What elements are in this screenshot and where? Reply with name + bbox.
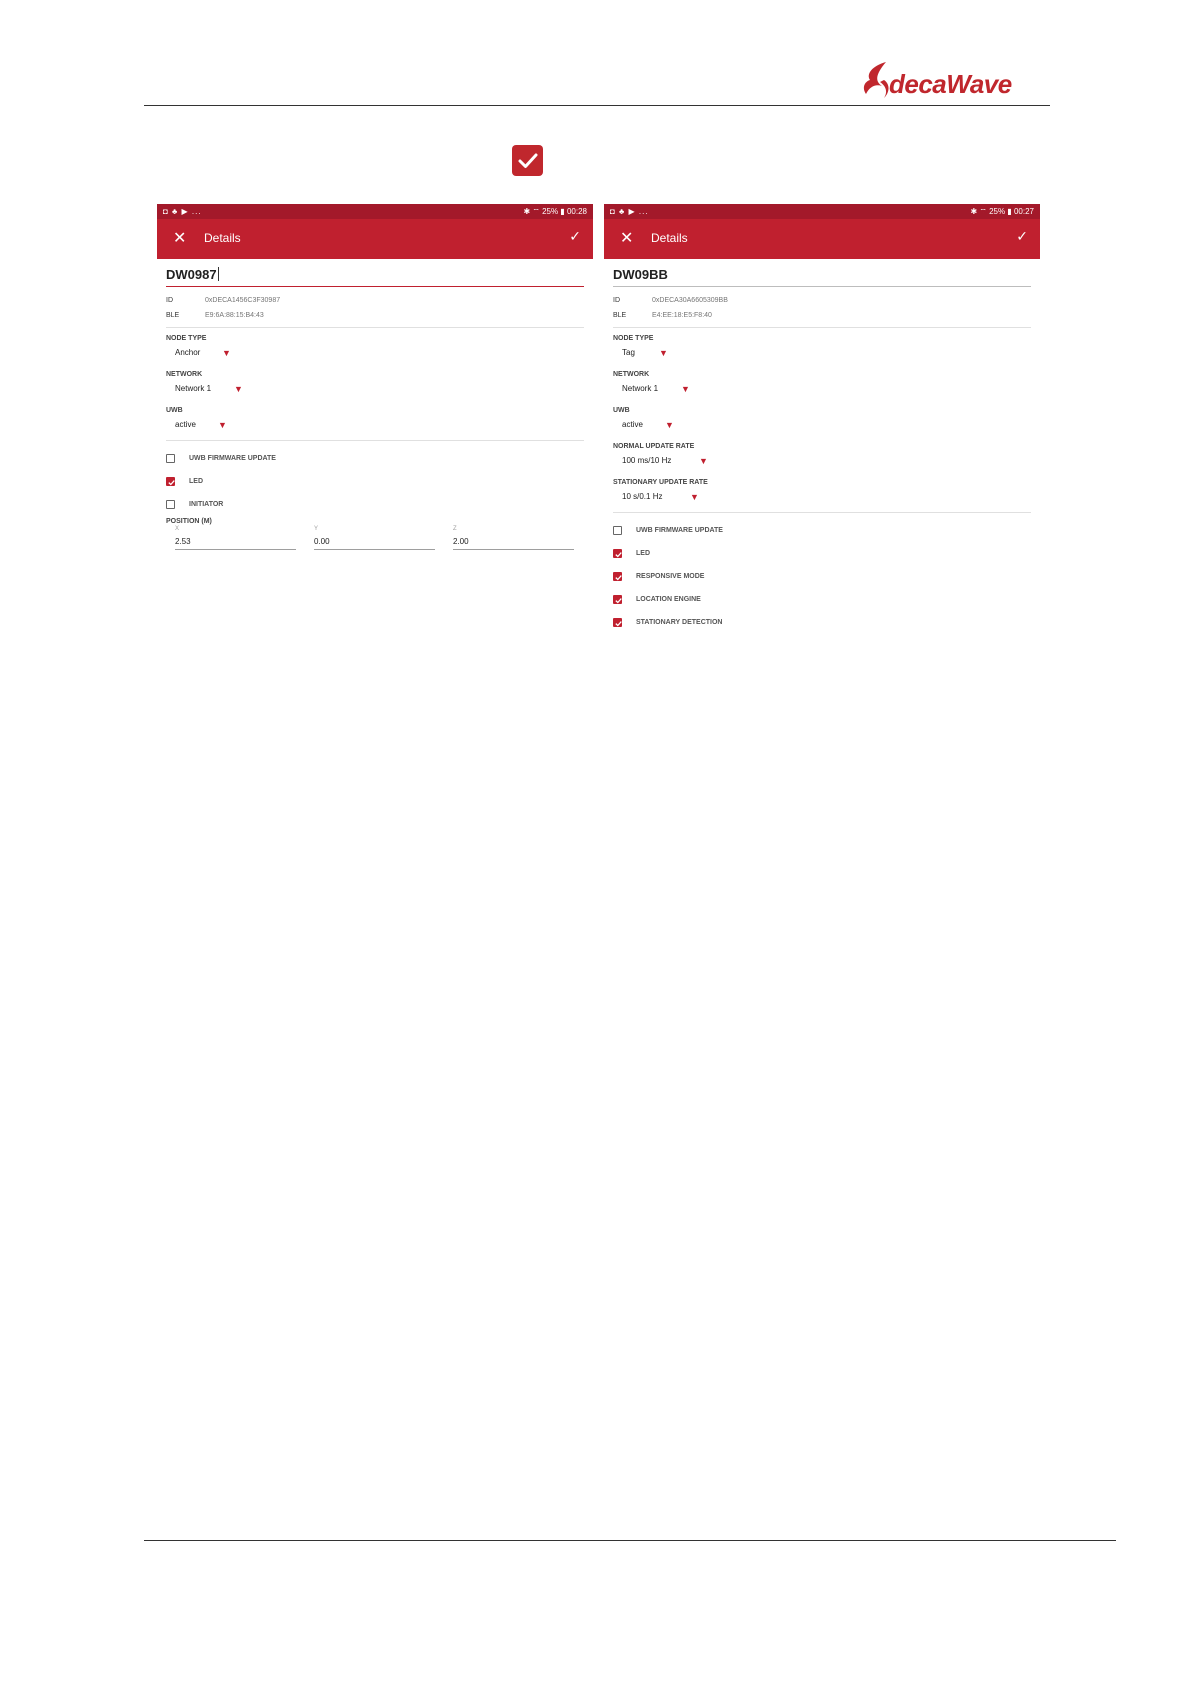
uwb-value: active <box>175 420 196 429</box>
brand-name: decaWave <box>889 69 1012 99</box>
app-toolbar <box>157 219 593 259</box>
stationary-rate-value: 10 s/0.1 Hz <box>622 492 663 501</box>
checkbox-row[interactable] <box>166 470 584 493</box>
dropdown-arrow-icon: ▼ <box>222 348 231 358</box>
stationary-rate-select[interactable] <box>613 488 1031 508</box>
checkbox-label: RESPONSIVE MODE <box>636 573 705 580</box>
tag-details-screen <box>604 204 1040 634</box>
checkbox-row[interactable] <box>613 611 1031 634</box>
node-type-select[interactable] <box>613 344 1031 364</box>
dropdown-arrow-icon: ▼ <box>690 492 699 502</box>
checkbox-row[interactable] <box>166 493 584 516</box>
id-value: 0xDECA1456C3F30987 <box>205 297 281 304</box>
device-name-value: DW0987 <box>166 267 217 282</box>
checkbox-unchecked-icon[interactable] <box>613 526 622 535</box>
network-label: NETWORK <box>166 371 203 378</box>
checkbox-label: LOCATION ENGINE <box>636 596 701 603</box>
dropdown-arrow-icon: ▼ <box>234 384 243 394</box>
checkbox-checked-icon[interactable] <box>613 572 622 581</box>
uwb-value: active <box>622 420 643 429</box>
checkbox-row[interactable] <box>613 519 1031 542</box>
checkbox-label: LED <box>636 550 650 557</box>
toolbar-title: Details <box>651 231 688 245</box>
decawave-swirl-icon <box>862 60 892 100</box>
uwb-label: UWB <box>166 407 183 414</box>
dropdown-arrow-icon: ▼ <box>681 384 690 394</box>
stationary-rate-label: STATIONARY UPDATE RATE <box>613 479 708 486</box>
checkbox-checked-icon[interactable] <box>613 549 622 558</box>
status-bar <box>604 204 1040 219</box>
checkbox-checked-icon[interactable] <box>166 477 175 486</box>
checkbox-label: STATIONARY DETECTION <box>636 619 723 626</box>
system-status: ✱ ⌔ 25% ▮ 00:28 <box>523 207 587 216</box>
checkmark-icon[interactable]: ✓ <box>1016 228 1028 244</box>
app-toolbar <box>604 219 1040 259</box>
checkmark-icon[interactable]: ✓ <box>569 228 581 244</box>
checkbox-row[interactable] <box>613 565 1031 588</box>
checkbox-unchecked-icon[interactable] <box>166 500 175 509</box>
network-label: NETWORK <box>613 371 650 378</box>
footer-divider <box>144 1540 1116 1541</box>
id-row <box>613 293 1031 308</box>
dropdown-arrow-icon: ▼ <box>699 456 708 466</box>
node-type-label: NODE TYPE <box>166 335 207 342</box>
ble-value: E9:6A:88:15:B4:43 <box>205 312 264 319</box>
position-title: POSITION (M) <box>166 518 212 525</box>
normal-rate-select[interactable] <box>613 452 1031 472</box>
uwb-label: UWB <box>613 407 630 414</box>
checkbox-label: LED <box>189 478 203 485</box>
id-row <box>166 293 584 308</box>
normal-rate-label: NORMAL UPDATE RATE <box>613 443 695 450</box>
notification-icons: ◘ ♣ ▶ ... <box>163 207 202 216</box>
y-value: 0.00 <box>314 534 435 550</box>
network-value: Network 1 <box>622 384 659 393</box>
device-name-value: DW09BB <box>613 267 668 282</box>
dropdown-arrow-icon: ▼ <box>218 420 227 430</box>
device-name-input[interactable] <box>613 267 1031 287</box>
checkbox-label: INITIATOR <box>189 501 224 508</box>
x-label: X <box>175 526 180 532</box>
node-type-value: Tag <box>622 348 635 357</box>
checkbox-label: UWB FIRMWARE UPDATE <box>189 455 276 462</box>
id-value: 0xDECA30A6605309BB <box>652 297 728 304</box>
checked-checkbox-icon <box>512 145 543 176</box>
normal-rate-value: 100 ms/10 Hz <box>622 456 672 465</box>
uwb-select[interactable] <box>613 416 1031 436</box>
system-status: ✱ ⌔ 25% ▮ 00:27 <box>970 207 1034 216</box>
z-value: 2.00 <box>453 534 574 550</box>
checkbox-row[interactable] <box>613 542 1031 565</box>
anchor-details-screen <box>157 204 593 550</box>
header-divider <box>144 105 1050 106</box>
ble-row <box>166 308 584 323</box>
position-x-field[interactable] <box>175 526 296 550</box>
position-z-field[interactable] <box>453 526 574 550</box>
text-cursor <box>218 267 219 281</box>
network-select[interactable] <box>613 380 1031 400</box>
dropdown-arrow-icon: ▼ <box>665 420 674 430</box>
z-label: Z <box>453 526 457 532</box>
id-label: ID <box>166 297 173 304</box>
ble-row <box>613 308 1031 323</box>
y-label: Y <box>314 526 319 532</box>
checkbox-checked-icon[interactable] <box>613 595 622 604</box>
checkbox-row[interactable] <box>166 447 584 470</box>
x-value: 2.53 <box>175 534 296 550</box>
network-select[interactable] <box>166 380 584 400</box>
node-type-value: Anchor <box>175 348 201 357</box>
ble-value: E4:EE:18:E5:F8:40 <box>652 312 712 319</box>
device-name-input[interactable] <box>166 267 584 287</box>
id-label: ID <box>613 297 620 304</box>
checkbox-checked-icon[interactable] <box>613 618 622 627</box>
network-value: Network 1 <box>175 384 212 393</box>
close-icon[interactable]: ✕ <box>620 230 634 247</box>
node-type-label: NODE TYPE <box>613 335 654 342</box>
close-icon[interactable]: ✕ <box>173 230 187 247</box>
position-fields <box>166 526 584 550</box>
checkbox-label: UWB FIRMWARE UPDATE <box>636 527 723 534</box>
ble-label: BLE <box>166 312 180 319</box>
checkbox-row[interactable] <box>613 588 1031 611</box>
checkbox-unchecked-icon[interactable] <box>166 454 175 463</box>
decawave-logo <box>862 58 1032 102</box>
node-type-select[interactable] <box>166 344 584 364</box>
position-y-field[interactable] <box>314 526 435 550</box>
uwb-select[interactable] <box>166 416 584 436</box>
status-bar <box>157 204 593 219</box>
ble-label: BLE <box>613 312 627 319</box>
toolbar-title: Details <box>204 231 241 245</box>
dropdown-arrow-icon: ▼ <box>659 348 668 358</box>
notification-icons: ◘ ♣ ▶ ... <box>610 207 649 216</box>
